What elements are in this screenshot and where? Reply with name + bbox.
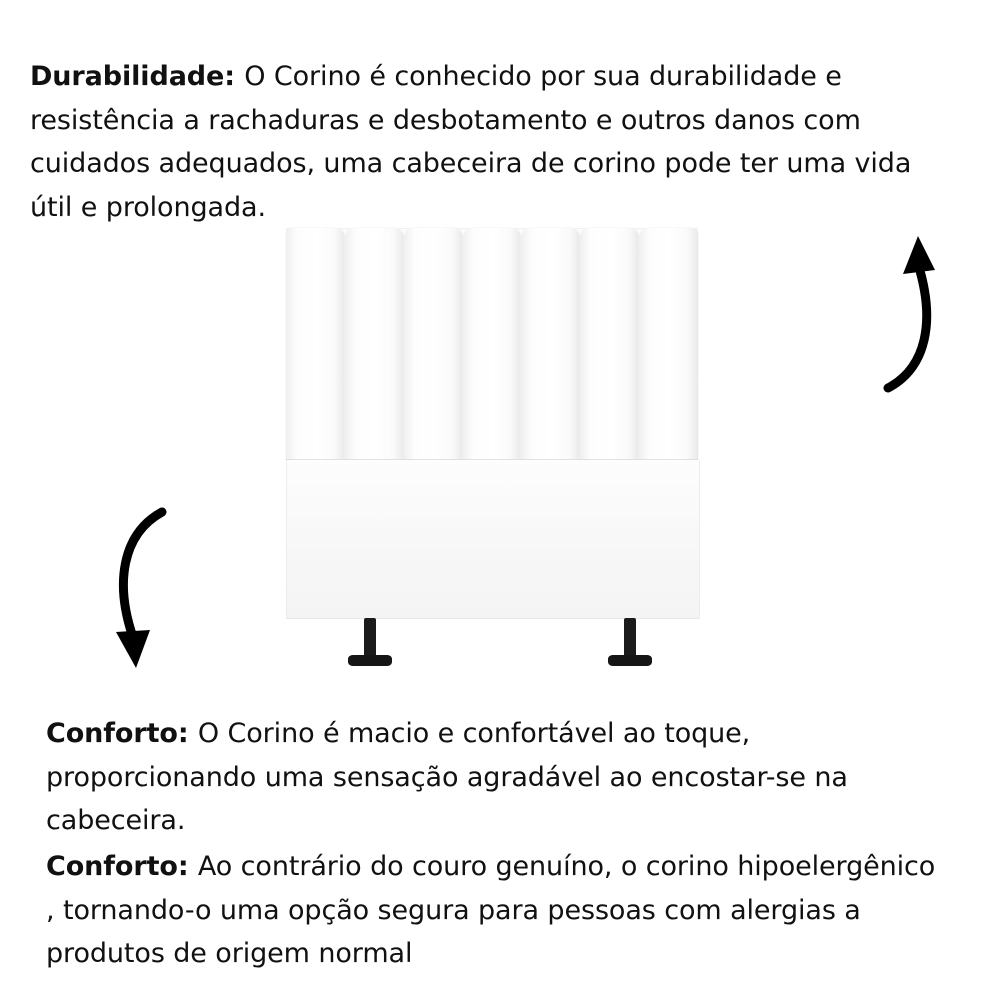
comfort-heading-1: Conforto (46, 718, 178, 749)
headboard-body (286, 228, 698, 618)
comfort-heading-2: Conforto (46, 851, 178, 882)
headboard-foot-left (348, 655, 392, 666)
arrow-bottom-left-label (210, 500, 211, 501)
curved-arrow-down-icon (100, 500, 210, 684)
product-image-headboard (286, 228, 698, 668)
comfort-body-2: Ao contrário do couro genuíno, o corino hipoelergênico , tornando-o uma opção segura para pessoas com alergias a produtos de origem normal (46, 851, 936, 970)
comfort-paragraph-1 (46, 712, 946, 843)
comfort-paragraph-2 (46, 845, 946, 976)
headboard-panel (286, 228, 345, 464)
durability-heading-separator: : (224, 61, 245, 92)
headboard-panel (404, 228, 463, 464)
comfort-heading-separator-2: : (177, 851, 198, 882)
headboard-panel-group (286, 228, 698, 464)
headboard-panel (580, 228, 639, 464)
comfort-heading-separator-1: : (177, 718, 198, 749)
durability-body: O Corino é conhecido por sua durabilidade e resistência a rachaduras e desbotamento e outros danos com cuidados adequados, uma cabeceira de corino pode ter uma vida útil e prolongada. (30, 61, 912, 224)
curved-arrow-up-icon (840, 218, 950, 402)
headboard-panel (345, 228, 404, 464)
durability-heading: Durabilidade (30, 61, 225, 92)
headboard-foot-right (608, 655, 652, 666)
headboard-lower-panel (286, 460, 700, 619)
durability-paragraph (30, 55, 960, 230)
comfort-body-1: O Corino é macio e confortável ao toque, proporcionando uma sensação agradável ao encostar-se na cabeceira. (46, 718, 848, 837)
headboard-panel (521, 228, 580, 464)
headboard-panel (639, 228, 698, 464)
headboard-panel (463, 228, 522, 464)
